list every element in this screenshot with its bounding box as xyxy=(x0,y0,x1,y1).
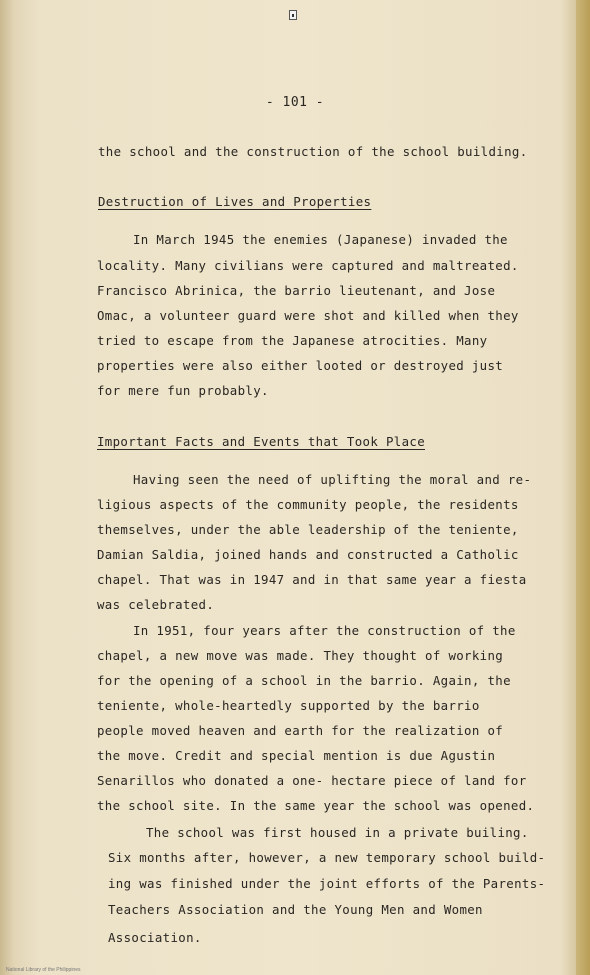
text-line: properties were also either looted or destroyed just xyxy=(97,358,504,373)
text-line: Teachers Association and the Young Men and Women xyxy=(108,902,483,917)
clip-icon xyxy=(289,10,297,20)
text-line: Six months after, however, a new temporary school build- xyxy=(108,850,546,865)
text-line: Having seen the need of uplifting the moral and re- xyxy=(133,472,532,487)
text-line: for mere fun probably. xyxy=(97,383,269,398)
page-number: - 101 - xyxy=(265,95,325,110)
text-line: In 1951, four years after the construction of the xyxy=(133,623,516,638)
section-heading-important-facts: Important Facts and Events that Took Place xyxy=(97,434,426,449)
text-line: Association. xyxy=(108,930,202,945)
text-line: for the opening of a school in the barrio. Again, the xyxy=(97,673,511,688)
text-line: In March 1945 the enemies (Japanese) invaded the xyxy=(133,232,508,247)
text-line: ligious aspects of the community people, the residents xyxy=(97,497,519,512)
text-line: tried to escape from the Japanese atrocities. Many xyxy=(97,333,488,348)
text-line: themselves, under the able leadership of the teniente, xyxy=(97,522,519,537)
text-line: chapel, a new move was made. They thought of working xyxy=(97,648,504,663)
text-line: people moved heaven and earth for the realization of xyxy=(97,723,504,738)
text-line: chapel. That was in 1947 and in that same year a fiesta xyxy=(97,572,527,587)
archive-footer: National Library of the Philippines xyxy=(6,967,81,973)
text-line: the move. Credit and special mention is due Agustin xyxy=(97,748,496,763)
section-heading-destruction: Destruction of Lives and Properties xyxy=(98,194,372,209)
text-line: teniente, whole-heartedly supported by the barrio xyxy=(97,698,480,713)
text-line: The school was first housed in a private builing. xyxy=(146,825,529,840)
text-line: Francisco Abrinica, the barrio lieutenant, and Jose xyxy=(97,283,496,298)
text-line: locality. Many civilians were captured and maltreated. xyxy=(97,258,519,273)
text-line: Damian Saldia, joined hands and constructed a Catholic xyxy=(97,547,519,562)
text-line: Omac, a volunteer guard were shot and killed when they xyxy=(97,308,519,323)
text-line: ing was finished under the joint efforts of the Parents- xyxy=(108,876,546,891)
page-binding-edge xyxy=(576,0,590,975)
text-line: was celebrated. xyxy=(97,597,215,612)
text-line: the school and the construction of the school building. xyxy=(98,144,528,159)
text-line: the school site. In the same year the school was opened. xyxy=(97,798,535,813)
text-line: Senarillos who donated a one- hectare piece of land for xyxy=(97,773,527,788)
